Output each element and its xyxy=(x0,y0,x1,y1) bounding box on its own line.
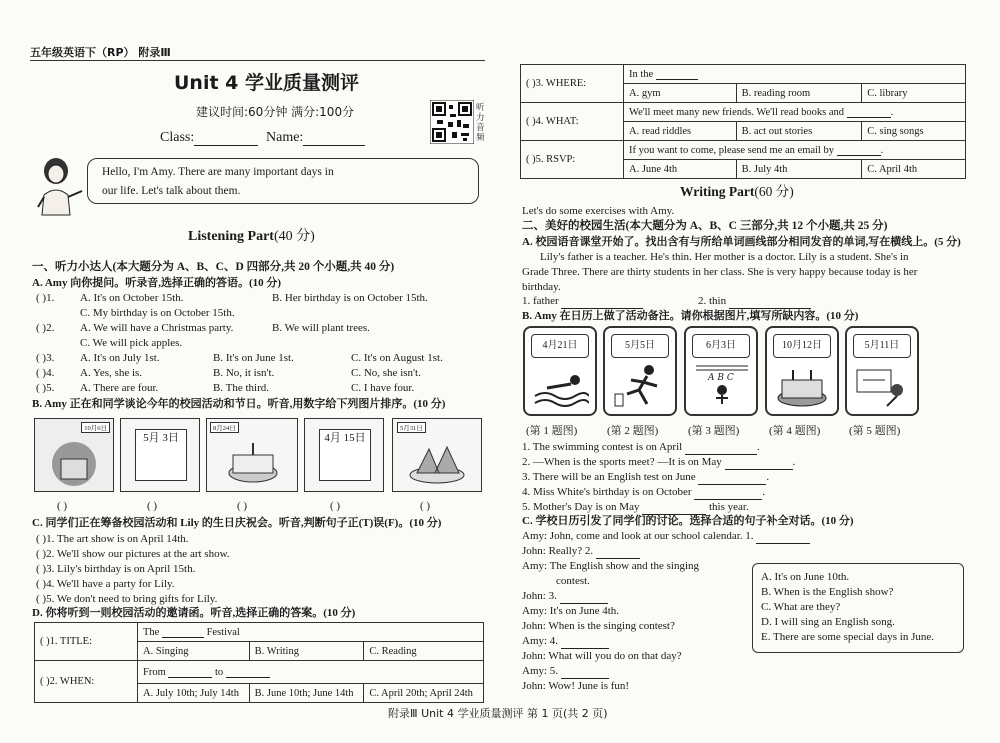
answer-blank[interactable]: ( ) xyxy=(237,500,248,512)
calendar-caption: (第 2 题图) xyxy=(607,425,659,437)
birthday-cake-icon xyxy=(225,437,281,485)
tf-item[interactable]: ( )5. We don't need to bring gifts for Lily. xyxy=(36,593,218,605)
subtitle: 建议时间:60分钟 满分:100分 xyxy=(196,105,355,119)
picture-date: 10月6日 xyxy=(81,422,110,433)
svg-text:A B C: A B C xyxy=(708,373,734,383)
tf-item[interactable]: ( )2. We'll show our pictures at the art show. xyxy=(36,548,230,560)
tf-item[interactable]: ( )3. Lily's birthday is on April 15th. xyxy=(36,563,196,575)
zongzi-icon xyxy=(407,437,467,485)
listen-a-q1-num[interactable]: ( )1. xyxy=(36,292,55,304)
picture-date: 5月31日 xyxy=(397,422,426,433)
card-and-flower-icon xyxy=(853,364,911,408)
picture-date: 4月 15日 xyxy=(319,429,371,481)
qr-label: 听力音频 xyxy=(476,102,485,142)
celebration-icon xyxy=(45,441,103,487)
dialogue-line-5: Amy: It's on June 4th. xyxy=(522,605,620,617)
birthday-cake-icon xyxy=(773,364,831,408)
option-c[interactable]: C. Reading xyxy=(364,642,484,661)
dialogue-option: E. There are some special days in June. xyxy=(761,631,934,643)
page-title: Unit 4 学业质量测评 xyxy=(174,72,359,94)
writing-a-instruction: A. 校园语音课堂开始了。找出含有与所给单词画线部分相同发音的单词,写在横线上。(5 分) xyxy=(522,236,961,248)
invitation-table-right: ( )3. WHERE: In the A. gym B. reading room C. library ( )4. WHAT: We'll meet many new friends. We'll read books and . A. read riddles B. act out stories C. sing songs ( )5. RSVP: If you want to come, please send me an email by . A. June 4th B. July 4th C. April 4th xyxy=(520,64,966,179)
bubble-line-2: our life. Let's talk about them. xyxy=(102,185,241,197)
swimming-icon xyxy=(531,368,589,408)
calendar-4 xyxy=(765,326,839,416)
tf-item[interactable]: ( )4. We'll have a party for Lily. xyxy=(36,578,175,590)
calendar-date: 5月5日 xyxy=(611,334,669,358)
writing-intro: Let's do some exercises with Amy. xyxy=(522,205,675,217)
dialogue-line-3: Amy: The English show and the singing xyxy=(522,560,700,572)
listening-part-title: Listening Part(40 分) xyxy=(188,229,315,244)
passage-line-3: birthday. xyxy=(522,281,561,293)
answer-blank[interactable]: ( ) xyxy=(147,500,158,512)
option-a: A. It's on October 15th. xyxy=(80,292,184,304)
listen-a-q3-num[interactable]: ( )3. xyxy=(36,352,55,364)
qr-code-icon[interactable] xyxy=(430,100,474,144)
d-q1-num[interactable]: ( )1. TITLE: xyxy=(35,623,138,661)
option-c: C. My birthday is on October 15th. xyxy=(80,307,235,319)
d-q5-num[interactable]: ( )5. RSVP: xyxy=(521,141,624,179)
option-b[interactable]: B. reading room xyxy=(736,84,862,103)
picture-3 xyxy=(206,418,298,492)
class-label: Class: xyxy=(160,130,195,145)
picture-1 xyxy=(34,418,114,492)
picture-date: 8月24日 xyxy=(210,422,239,433)
option-b[interactable]: B. June 10th; June 14th xyxy=(249,684,364,703)
option-a: A. It's on July 1st. xyxy=(80,352,160,364)
dialogue-line-6: John: When is the singing contest? xyxy=(522,620,675,632)
calendar-caption: (第 5 题图) xyxy=(849,425,901,437)
dialogue-option: B. When is the English show? xyxy=(761,586,894,598)
option-a[interactable]: A. July 10th; July 14th xyxy=(138,684,250,703)
option-b[interactable]: B. act out stories xyxy=(736,122,862,141)
calendar-date: 10月12日 xyxy=(773,334,831,358)
page-footer: 附录Ⅲ Unit 4 学业质量测评 第 1 页(共 2 页) xyxy=(388,707,608,720)
option-a[interactable]: A. June 4th xyxy=(624,160,737,179)
option-b: B. Her birthday is on October 15th. xyxy=(272,292,428,304)
class-field[interactable] xyxy=(160,130,258,146)
listen-a-q4-num[interactable]: ( )4. xyxy=(36,367,55,379)
calendar-5 xyxy=(845,326,919,416)
option-c[interactable]: C. April 4th xyxy=(862,160,966,179)
option-b[interactable]: B. Writing xyxy=(249,642,364,661)
calendar-date: 5月11日 xyxy=(853,334,911,358)
dialogue-line-10: John: Wow! June is fun! xyxy=(522,680,630,692)
page-header: 五年级英语下（RP） 附录Ⅲ xyxy=(30,46,171,59)
phonics-q2[interactable]: 2. thin xyxy=(698,294,811,309)
amy-avatar xyxy=(30,155,90,217)
option-a: A. We will have a Christmas party. xyxy=(80,322,234,334)
calendar-q3[interactable]: 3. There will be an English test on June . xyxy=(522,471,770,483)
dialogue-line-9[interactable]: Amy: 5. xyxy=(522,664,609,679)
option-b[interactable]: B. July 4th xyxy=(736,160,862,179)
phonics-q1[interactable]: 1. father xyxy=(522,294,643,309)
passage-line-2: Grade Three. There are thirty students in her class. She is very happy because today is her xyxy=(522,266,918,278)
d-q3-num[interactable]: ( )3. WHERE: xyxy=(521,65,624,103)
option-a[interactable]: A. Singing xyxy=(138,642,250,661)
option-b: B. It's on June 1st. xyxy=(213,352,294,364)
partD-instruction: D. 你将听到一则校园活动的邀请函。听音,选择正确的答案。(10 分) xyxy=(32,607,356,619)
invitation-table-left: ( )1. TITLE: The Festival A. Singing B. Writing C. Reading ( )2. WHEN: From to A. July 10th; July 14th B. June 10th; June 14th C. April 20th; April 24th xyxy=(34,622,484,703)
dialogue-option: C. What are they? xyxy=(761,601,841,613)
dialogue-line-4[interactable]: John: 3. xyxy=(522,589,608,604)
dialogue-options-box xyxy=(752,563,964,653)
calendar-caption: (第 4 题图) xyxy=(769,425,821,437)
calendar-caption: (第 1 题图) xyxy=(526,425,578,437)
calendar-date: 6月3日 xyxy=(692,334,750,358)
dialogue-line-1[interactable]: Amy: John, come and look at our school calendar. 1. xyxy=(522,529,810,544)
name-label: Name: xyxy=(266,130,304,145)
section2-heading: 二、美好的校园生活(本大题分为 A、B、C 三部分,共 12 个小题,共 25 分) xyxy=(522,220,888,232)
writing-b-instruction: B. Amy 在日历上做了活动备注。请你根据图片,填写所缺内容。(10 分) xyxy=(522,310,859,322)
dialogue-line-8: John: What will you do on that day? xyxy=(522,650,682,662)
tf-item[interactable]: ( )1. The art show is on April 14th. xyxy=(36,533,189,545)
calendar-q1[interactable]: 1. The swimming contest is on April . xyxy=(522,441,760,453)
option-b: B. We will plant trees. xyxy=(272,322,370,334)
d-q2-num[interactable]: ( )2. WHEN: xyxy=(35,661,138,703)
option-b: B. The third. xyxy=(213,382,270,394)
listen-a-q2-num[interactable]: ( )2. xyxy=(36,322,55,334)
amy-speech-bubble xyxy=(87,158,479,204)
dialogue-line-7[interactable]: Amy: 4. xyxy=(522,634,609,649)
option-b: B. No, it isn't. xyxy=(213,367,275,379)
calendar-2 xyxy=(603,326,677,416)
passage-line-1: Lily's father is a teacher. He's thin. Her mother is a doctor. Lily is a student. She's in xyxy=(540,251,909,263)
listen-a-q5-num[interactable]: ( )5. xyxy=(36,382,55,394)
section1-heading: 一、听力小达人(本大题分为 A、B、C、D 四部分,共 20 个小题,共 40 分) xyxy=(32,261,395,273)
calendar-q2[interactable]: 2. —When is the sports meet? —It is on May . xyxy=(522,456,796,468)
option-c[interactable]: C. sing songs xyxy=(862,122,966,141)
answer-blank[interactable]: ( ) xyxy=(57,500,68,512)
option-a[interactable]: A. gym xyxy=(624,84,737,103)
picture-2 xyxy=(120,418,200,492)
running-icon xyxy=(613,364,669,408)
option-c: C. I have four. xyxy=(351,382,415,394)
header-rule xyxy=(30,60,485,61)
calendar-3 xyxy=(684,326,758,416)
dialogue-line-3b: contest. xyxy=(556,575,590,587)
abc-test-icon xyxy=(694,364,750,408)
calendar-1 xyxy=(523,326,597,416)
option-a[interactable]: A. read riddles xyxy=(624,122,737,141)
writing-part-title: Writing Part(60 分) xyxy=(680,184,794,199)
option-c: C. We will pick apples. xyxy=(80,337,183,349)
answer-blank[interactable]: ( ) xyxy=(330,500,341,512)
d-q4-num[interactable]: ( )4. WHAT: xyxy=(521,103,624,141)
partB-instruction: B. Amy 正在和同学谈论今年的校园活动和节日。听音,用数字给下列图片排序。(10 分) xyxy=(32,398,446,410)
option-c[interactable]: C. April 20th; April 24th xyxy=(364,684,484,703)
dialogue-option: D. I will sing an English song. xyxy=(761,616,895,628)
option-c[interactable]: C. library xyxy=(862,84,966,103)
calendar-q4[interactable]: 4. Miss White's birthday is on October . xyxy=(522,486,766,498)
calendar-date: 4月21日 xyxy=(531,334,589,358)
dialogue-option: A. It's on June 10th. xyxy=(761,571,850,583)
option-c: C. No, she isn't. xyxy=(351,367,421,379)
dialogue-line-2[interactable]: John: Really? 2. xyxy=(522,544,640,559)
partA-instruction: A. Amy 向你提问。听录音,选择正确的答语。(10 分) xyxy=(32,277,282,289)
calendar-q5[interactable]: 5. Mother's Day is on May this year. xyxy=(522,501,749,513)
partC-instruction: C. 同学们正在筹备校园活动和 Lily 的生日庆祝会。听音,判断句子正(T)误(F)。(10 分) xyxy=(32,517,442,529)
option-c: C. It's on August 1st. xyxy=(351,352,443,364)
picture-4 xyxy=(304,418,384,492)
writing-c-instruction: C. 学校日历引发了同学们的讨论。选择合适的句子补全对话。(10 分) xyxy=(522,515,854,527)
calendar-caption: (第 3 题图) xyxy=(688,425,740,437)
answer-blank[interactable]: ( ) xyxy=(420,500,431,512)
picture-5 xyxy=(392,418,482,492)
option-a: A. Yes, she is. xyxy=(80,367,143,379)
picture-date: 5月 3日 xyxy=(135,429,187,481)
bubble-line-1: Hello, I'm Amy. There are many important days in xyxy=(102,166,334,178)
name-field[interactable] xyxy=(266,130,365,146)
option-a: A. There are four. xyxy=(80,382,159,394)
